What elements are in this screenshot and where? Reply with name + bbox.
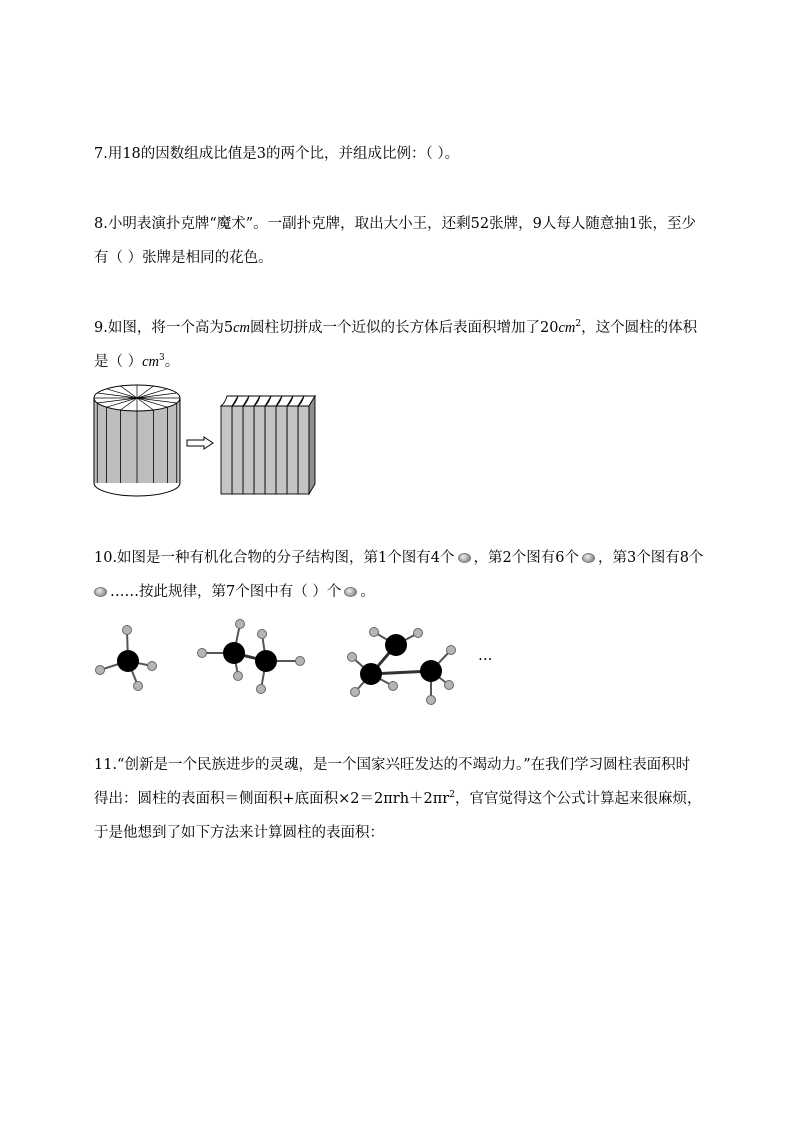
black-atom [117,650,139,672]
q9-unit-cm3: cm [142,354,160,370]
question-8-text-1: 8.小明表演扑克牌“魔术”。一副扑克牌，取出大小王，还剩52张牌，9人每人随意抽1张，至少 [94,216,697,232]
q9-text-a: 9.如图，将一个高为5 [94,320,234,336]
molecule-3 [348,628,456,705]
grey-atom [351,688,360,697]
black-atom [420,660,442,682]
q9-unit-cm: cm [233,320,250,336]
grey-atom [198,649,207,658]
q10-text-e: 。 [360,584,375,600]
cylinder-figure [93,383,183,499]
grey-atom [445,681,454,690]
question-8-line-1 [94,214,696,234]
question-7 [94,144,459,164]
q9-text-e: 。 [164,354,180,370]
black-atom [223,642,245,664]
question-11-line-2 [94,789,701,809]
q11-exp-2: 2 [449,790,455,801]
grey-atom-icon [582,553,595,563]
black-atom [385,634,407,656]
grey-atom [414,629,423,638]
q9-text-d: 是（ ） [94,354,143,370]
q10-text-d: ……按此规律，第7个图中有（ ）个 [110,584,342,600]
q10-text-b: ，第2个图有6个 [473,550,579,566]
question-10-line-2 [94,582,375,602]
question-8-line-2 [94,248,273,268]
question-7-text: 7.用18的因数组成比值是3的两个比，并组成比例：（ ）。 [94,146,460,162]
grey-atom [236,620,245,629]
black-atom [360,663,382,685]
grey-atom-icon [344,587,357,597]
q11-text-1: 11.“创新是一个民族进步的灵魂，是一个国家兴旺发达的不竭动力。”在我们学习圆柱表面积时 [94,757,691,773]
cuboid-side-face [309,396,315,494]
q9-text-b: 圆柱切拼成一个近似的长方体后表面积增加了20 [249,320,559,336]
grey-atom [134,682,143,691]
q9-unit-cm2: cm [558,320,576,336]
question-9-line-1 [94,318,697,338]
q11-text-2a: 得出：圆柱的表面积＝侧面积+底面积×2＝2πrh＋2πr [94,791,450,807]
question-9-line-2 [94,352,179,372]
grey-atom [389,682,398,691]
q9-exp-3: 3 [159,353,165,364]
q11-text-2b: ，官官觉得这个公式计算起来很麻烦， [454,791,702,807]
ellipsis-text: … [478,648,493,664]
grey-atom [96,666,105,675]
cuboid-figure [219,394,325,498]
q9-exp-2: 2 [575,319,582,330]
grey-atom [148,662,157,671]
grey-atom [123,626,132,635]
q9-text-c: ，这个圆柱的体积 [581,320,698,336]
grey-atom [296,657,305,666]
molecule-figures [90,620,510,710]
grey-atom [257,685,266,694]
question-11-line-3 [94,823,384,843]
grey-atom [348,653,357,662]
molecule-2 [198,620,305,694]
grey-atom [427,696,436,705]
question-8-text-2: 有（ ）张牌是相同的花色。 [94,250,273,266]
grey-atom [370,628,379,637]
right-arrow-icon [186,436,214,450]
grey-atom-icon [94,587,107,597]
black-atom [255,650,277,672]
molecule-1 [96,626,157,691]
q11-text-3: 于是他想到了如下方法来计算圆柱的表面积： [94,825,384,841]
grey-atom [234,672,243,681]
grey-atom [258,630,267,639]
q10-text-a: 10.如图是一种有机化合物的分子结构图，第1个图有4个 [94,550,455,566]
question-11-line-1 [94,755,690,775]
grey-atom [447,646,456,655]
ellipsis [478,646,493,666]
q10-text-c: ，第3个图有8个 [597,550,704,566]
grey-atom-icon [458,553,471,563]
question-10-line-1 [94,548,703,568]
